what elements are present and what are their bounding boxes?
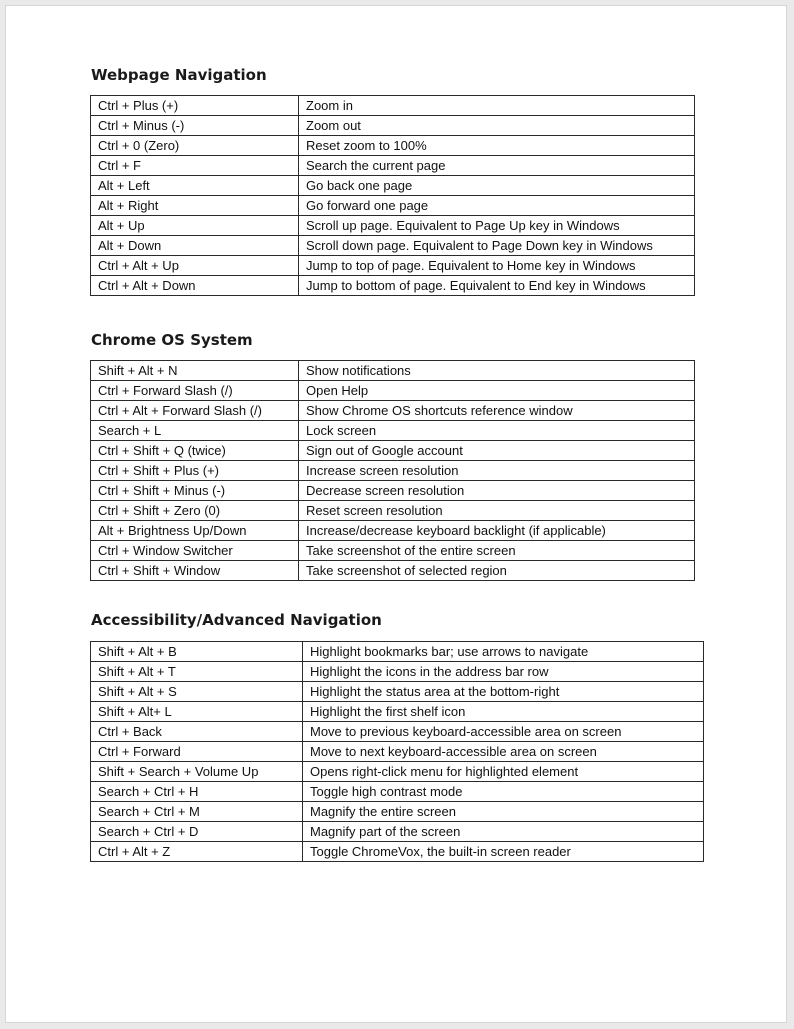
shortcut-description-cell: Sign out of Google account xyxy=(299,441,695,461)
shortcut-keys-cell: Shift + Alt + N xyxy=(91,361,299,381)
table-row xyxy=(91,702,704,722)
shortcut-keys-cell: Alt + Up xyxy=(91,216,299,236)
shortcut-keys-cell: Ctrl + Forward Slash (/) xyxy=(91,381,299,401)
table-row xyxy=(91,276,695,296)
table-row xyxy=(91,236,695,256)
table-row xyxy=(91,136,695,156)
shortcut-description-cell: Highlight the first shelf icon xyxy=(303,702,704,722)
table-row xyxy=(91,481,695,501)
table-row xyxy=(91,662,704,682)
shortcut-description-cell: Increase/decrease keyboard backlight (if applicable) xyxy=(299,521,695,541)
shortcut-keys-cell: Ctrl + Window Switcher xyxy=(91,541,299,561)
shortcut-description-cell: Opens right-click menu for highlighted element xyxy=(303,762,704,782)
table-row xyxy=(91,116,695,136)
shortcut-description-cell: Magnify part of the screen xyxy=(303,822,704,842)
table-row xyxy=(91,421,695,441)
shortcut-description-cell: Move to previous keyboard-accessible area on screen xyxy=(303,722,704,742)
shortcut-keys-cell: Search + Ctrl + H xyxy=(91,782,303,802)
table-row xyxy=(91,381,695,401)
shortcut-keys-cell: Ctrl + F xyxy=(91,156,299,176)
table-row xyxy=(91,682,704,702)
shortcut-description-cell: Move to next keyboard-accessible area on screen xyxy=(303,742,704,762)
table-row xyxy=(91,461,695,481)
shortcut-keys-cell: Ctrl + Alt + Z xyxy=(91,842,303,862)
table-row xyxy=(91,401,695,421)
shortcut-keys-cell: Ctrl + Shift + Plus (+) xyxy=(91,461,299,481)
shortcut-description-cell: Toggle high contrast mode xyxy=(303,782,704,802)
shortcut-keys-cell: Alt + Right xyxy=(91,196,299,216)
shortcut-keys-cell: Ctrl + Plus (+) xyxy=(91,96,299,116)
shortcut-keys-cell: Ctrl + Back xyxy=(91,722,303,742)
table-row xyxy=(91,561,695,581)
table-row xyxy=(91,842,704,862)
shortcut-keys-cell: Alt + Left xyxy=(91,176,299,196)
shortcut-description-cell: Reset zoom to 100% xyxy=(299,136,695,156)
table-row xyxy=(91,176,695,196)
shortcut-description-cell: Take screenshot of the entire screen xyxy=(299,541,695,561)
shortcut-description-cell: Go forward one page xyxy=(299,196,695,216)
table-row xyxy=(91,196,695,216)
shortcut-description-cell: Decrease screen resolution xyxy=(299,481,695,501)
shortcut-description-cell: Search the current page xyxy=(299,156,695,176)
shortcut-table-webpage-navigation xyxy=(90,95,695,296)
shortcut-keys-cell: Shift + Alt+ L xyxy=(91,702,303,722)
shortcut-keys-cell: Search + Ctrl + D xyxy=(91,822,303,842)
table-row xyxy=(91,361,695,381)
shortcut-keys-cell: Ctrl + Forward xyxy=(91,742,303,762)
shortcut-keys-cell: Ctrl + Alt + Up xyxy=(91,256,299,276)
table-row xyxy=(91,156,695,176)
table-row xyxy=(91,521,695,541)
shortcut-description-cell: Scroll down page. Equivalent to Page Down key in Windows xyxy=(299,236,695,256)
shortcut-keys-cell: Shift + Alt + T xyxy=(91,662,303,682)
shortcut-keys-cell: Ctrl + Shift + Q (twice) xyxy=(91,441,299,461)
shortcut-description-cell: Zoom in xyxy=(299,96,695,116)
shortcut-description-cell: Lock screen xyxy=(299,421,695,441)
shortcut-keys-cell: Shift + Alt + B xyxy=(91,642,303,662)
table-row xyxy=(91,782,704,802)
table-row xyxy=(91,762,704,782)
table-row xyxy=(91,722,704,742)
table-row xyxy=(91,256,695,276)
table-row xyxy=(91,216,695,236)
table-row xyxy=(91,802,704,822)
shortcut-description-cell: Show Chrome OS shortcuts reference window xyxy=(299,401,695,421)
section-title-accessibility-navigation: Accessibility/Advanced Navigation xyxy=(91,611,382,629)
table-row xyxy=(91,501,695,521)
shortcut-keys-cell: Alt + Down xyxy=(91,236,299,256)
shortcut-keys-cell: Ctrl + Minus (-) xyxy=(91,116,299,136)
table-row xyxy=(91,441,695,461)
table-row xyxy=(91,96,695,116)
shortcut-table-accessibility-navigation xyxy=(90,641,704,862)
shortcut-keys-cell: Alt + Brightness Up/Down xyxy=(91,521,299,541)
shortcut-description-cell: Scroll up page. Equivalent to Page Up key in Windows xyxy=(299,216,695,236)
shortcut-description-cell: Reset screen resolution xyxy=(299,501,695,521)
shortcut-keys-cell: Ctrl + Alt + Down xyxy=(91,276,299,296)
shortcut-keys-cell: Search + Ctrl + M xyxy=(91,802,303,822)
shortcut-description-cell: Show notifications xyxy=(299,361,695,381)
shortcut-keys-cell: Ctrl + Shift + Zero (0) xyxy=(91,501,299,521)
shortcut-description-cell: Highlight the icons in the address bar row xyxy=(303,662,704,682)
shortcut-description-cell: Open Help xyxy=(299,381,695,401)
shortcut-keys-cell: Shift + Search + Volume Up xyxy=(91,762,303,782)
shortcut-description-cell: Go back one page xyxy=(299,176,695,196)
shortcut-description-cell: Jump to top of page. Equivalent to Home key in Windows xyxy=(299,256,695,276)
shortcut-keys-cell: Ctrl + Shift + Window xyxy=(91,561,299,581)
shortcut-keys-cell: Ctrl + Shift + Minus (-) xyxy=(91,481,299,501)
shortcut-description-cell: Take screenshot of selected region xyxy=(299,561,695,581)
section-title-webpage-navigation: Webpage Navigation xyxy=(91,66,267,84)
shortcut-keys-cell: Shift + Alt + S xyxy=(91,682,303,702)
shortcut-table-chrome-os-system xyxy=(90,360,695,581)
section-title-chrome-os-system: Chrome OS System xyxy=(91,331,253,349)
shortcut-description-cell: Magnify the entire screen xyxy=(303,802,704,822)
shortcut-description-cell: Increase screen resolution xyxy=(299,461,695,481)
shortcut-description-cell: Highlight bookmarks bar; use arrows to navigate xyxy=(303,642,704,662)
shortcut-keys-cell: Ctrl + Alt + Forward Slash (/) xyxy=(91,401,299,421)
shortcut-description-cell: Jump to bottom of page. Equivalent to End key in Windows xyxy=(299,276,695,296)
table-row xyxy=(91,541,695,561)
shortcut-keys-cell: Ctrl + 0 (Zero) xyxy=(91,136,299,156)
table-row xyxy=(91,742,704,762)
shortcut-keys-cell: Search + L xyxy=(91,421,299,441)
table-row xyxy=(91,822,704,842)
shortcut-description-cell: Zoom out xyxy=(299,116,695,136)
shortcut-description-cell: Highlight the status area at the bottom-right xyxy=(303,682,704,702)
table-row xyxy=(91,642,704,662)
shortcut-description-cell: Toggle ChromeVox, the built-in screen reader xyxy=(303,842,704,862)
